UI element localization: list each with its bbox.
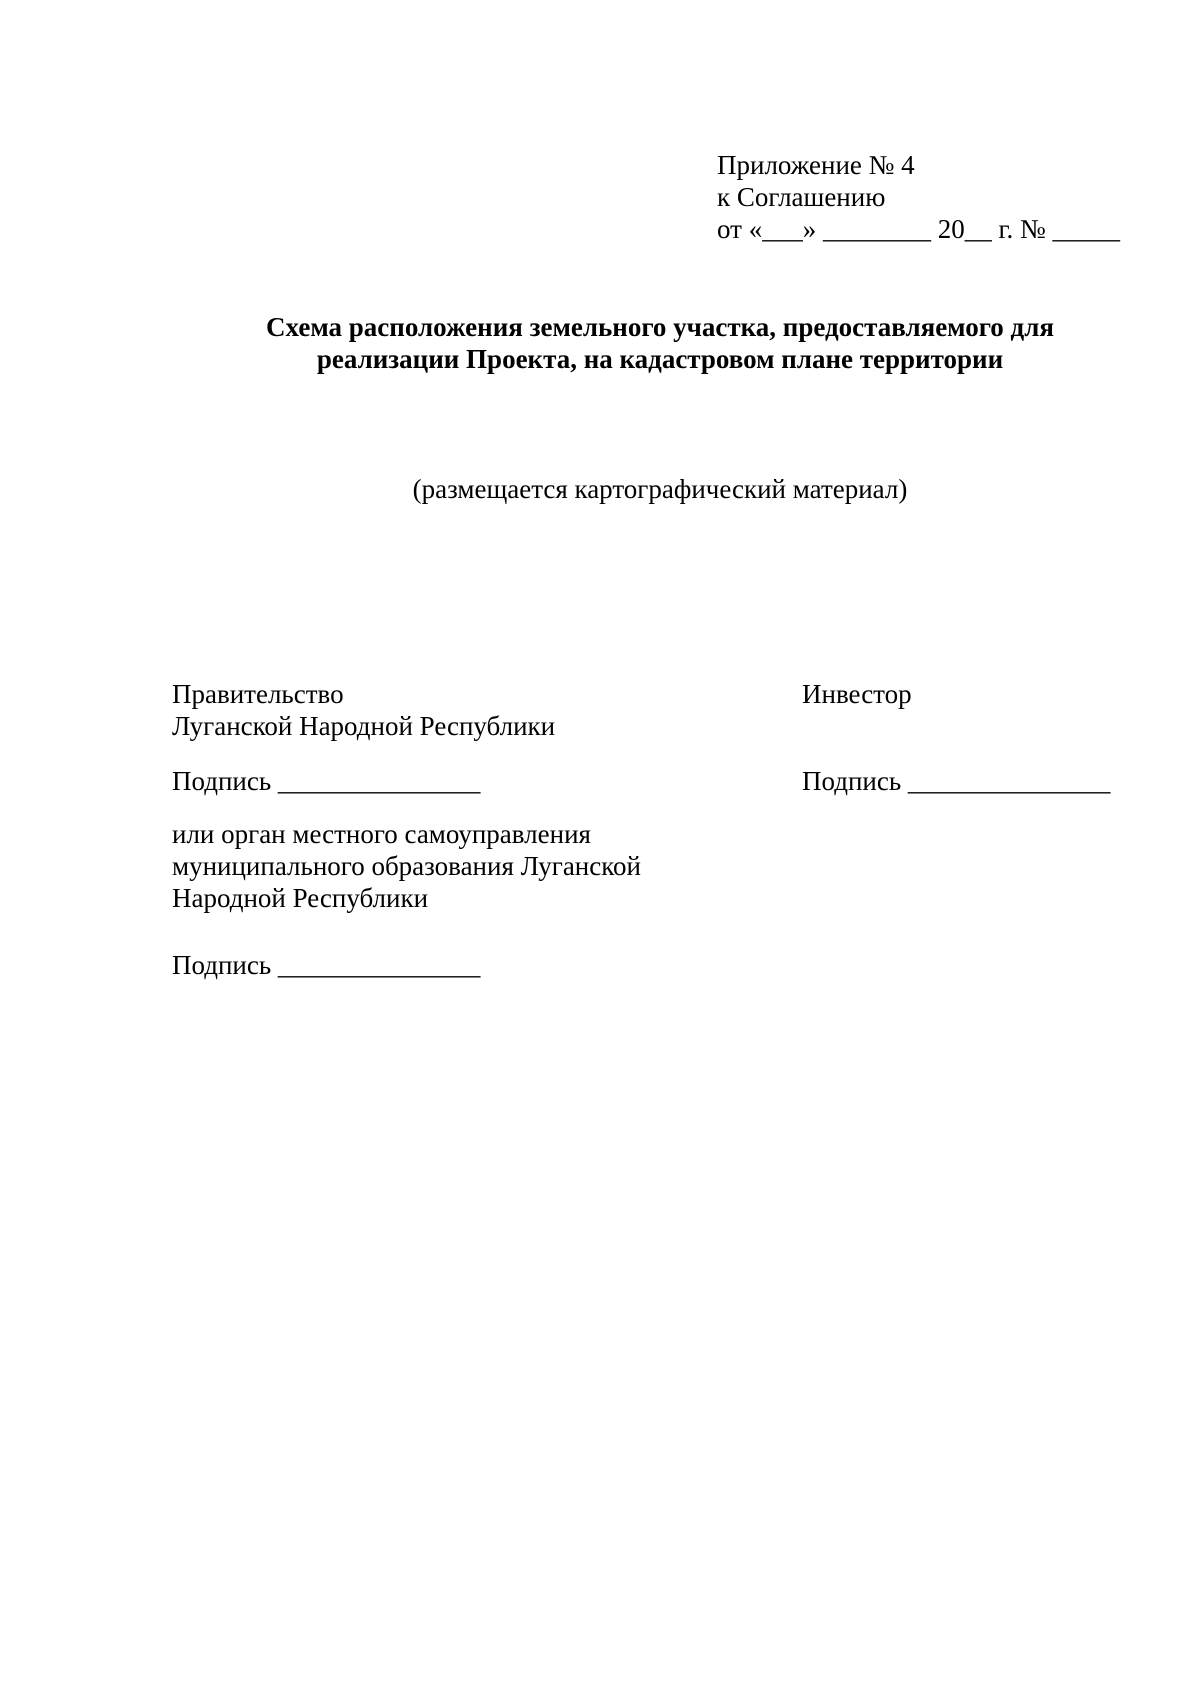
investor-signature: Подпись _______________ — [802, 766, 1111, 796]
title-line-2: реализации Проекта, на кадастровом плане территории — [316, 344, 1004, 374]
government-party — [172, 678, 555, 742]
appendix-header — [717, 149, 1120, 245]
appendix-agreement: к Соглашению — [717, 182, 886, 212]
document-title — [180, 311, 1140, 375]
title-line-1: Схема расположения земельного участка, предоставляемого для — [266, 312, 1054, 342]
local-authority-line-2: муниципального образования Луганской — [172, 851, 641, 881]
local-authority-line-1: или орган местного самоуправления — [172, 819, 591, 849]
investor-party: Инвестор — [802, 679, 912, 709]
local-authority-line-3: Народной Республики — [172, 883, 429, 913]
appendix-date-number: от «___» ________ 20__ г. № _____ — [717, 214, 1120, 244]
government-line-2: Луганской Народной Республики — [172, 711, 556, 741]
government-signature: Подпись _______________ — [172, 766, 481, 796]
local-authority-party — [172, 818, 641, 914]
appendix-number: Приложение № 4 — [717, 150, 915, 180]
government-line-1: Правительство — [172, 679, 344, 709]
local-authority-signature: Подпись _______________ — [172, 950, 481, 980]
map-placeholder-text: (размещается картографический материал) — [412, 474, 908, 504]
